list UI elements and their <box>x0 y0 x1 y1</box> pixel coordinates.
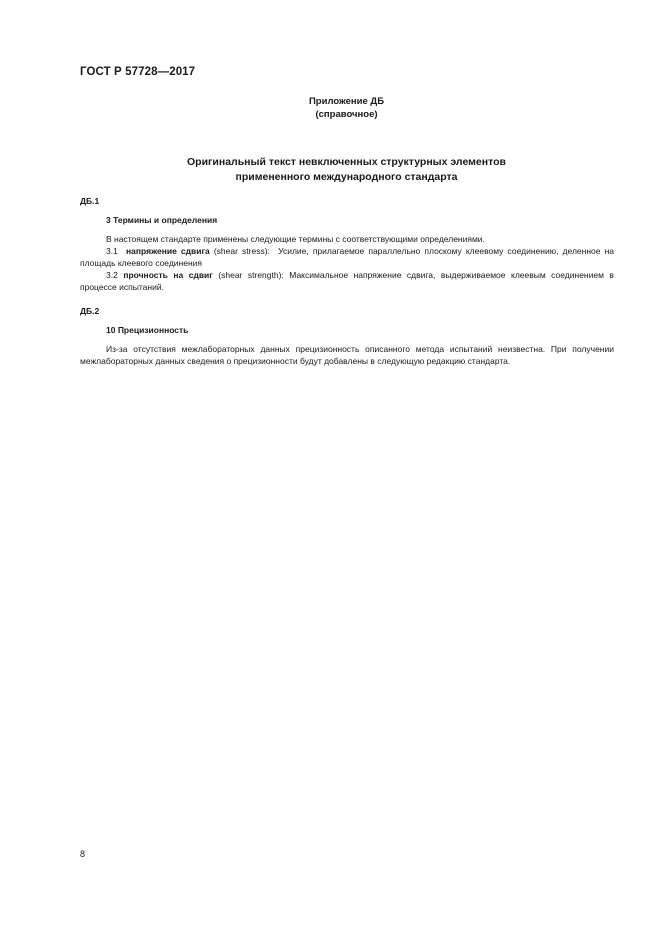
term-number: 3.1 <box>106 246 118 256</box>
document-code: ГОСТ Р 57728—2017 <box>80 66 196 78</box>
page-number: 8 <box>80 849 86 859</box>
precision-text: Из-за отсутствия межлабораторных данных прецизионность описанного метода испытаний неизвестна. При получении межлабораторных данных сведения о прецизионности будут добавлены в следующую редакцию стандарта. <box>80 344 614 366</box>
section-id-db2: ДБ.2 <box>80 306 100 316</box>
term-english: (shear stress): <box>213 246 270 256</box>
section-title-terms: 3 Термины и определения <box>106 215 218 225</box>
section-title-precision: 10 Прецизионность <box>106 325 189 335</box>
annex-heading-line-2: примененного международного стандарта <box>235 171 458 183</box>
term-name: напряжение сдвига <box>126 246 210 256</box>
section-id-db1: ДБ.1 <box>80 196 100 206</box>
term-name: прочность на сдвиг <box>123 270 213 280</box>
term-entry-3-1 <box>80 245 614 269</box>
annex-heading-line-1: Оригинальный текст невключенных структурных элементов <box>187 156 506 168</box>
annex-label <box>0 95 661 121</box>
annex-type: (справочное) <box>315 109 378 120</box>
term-number: 3.2 <box>106 270 118 280</box>
annex-content <box>80 195 614 367</box>
term-entry-3-2 <box>80 269 614 293</box>
term-definition: Усилие, прилагаемое параллельно плоскому клеевому соединению, деленное на площадь клеевого соединения <box>80 246 614 268</box>
term-english: (shear strength): <box>218 270 284 280</box>
annex-heading <box>0 155 661 185</box>
annex-title: Приложение ДБ <box>308 96 385 107</box>
terms-intro: В настоящем стандарте применены следующие термины с соответствующими определениями. <box>106 234 485 244</box>
term-definition: Максимальное напряжение сдвига, выдерживаемое клеевым соединением в процессе испытаний. <box>80 270 614 292</box>
